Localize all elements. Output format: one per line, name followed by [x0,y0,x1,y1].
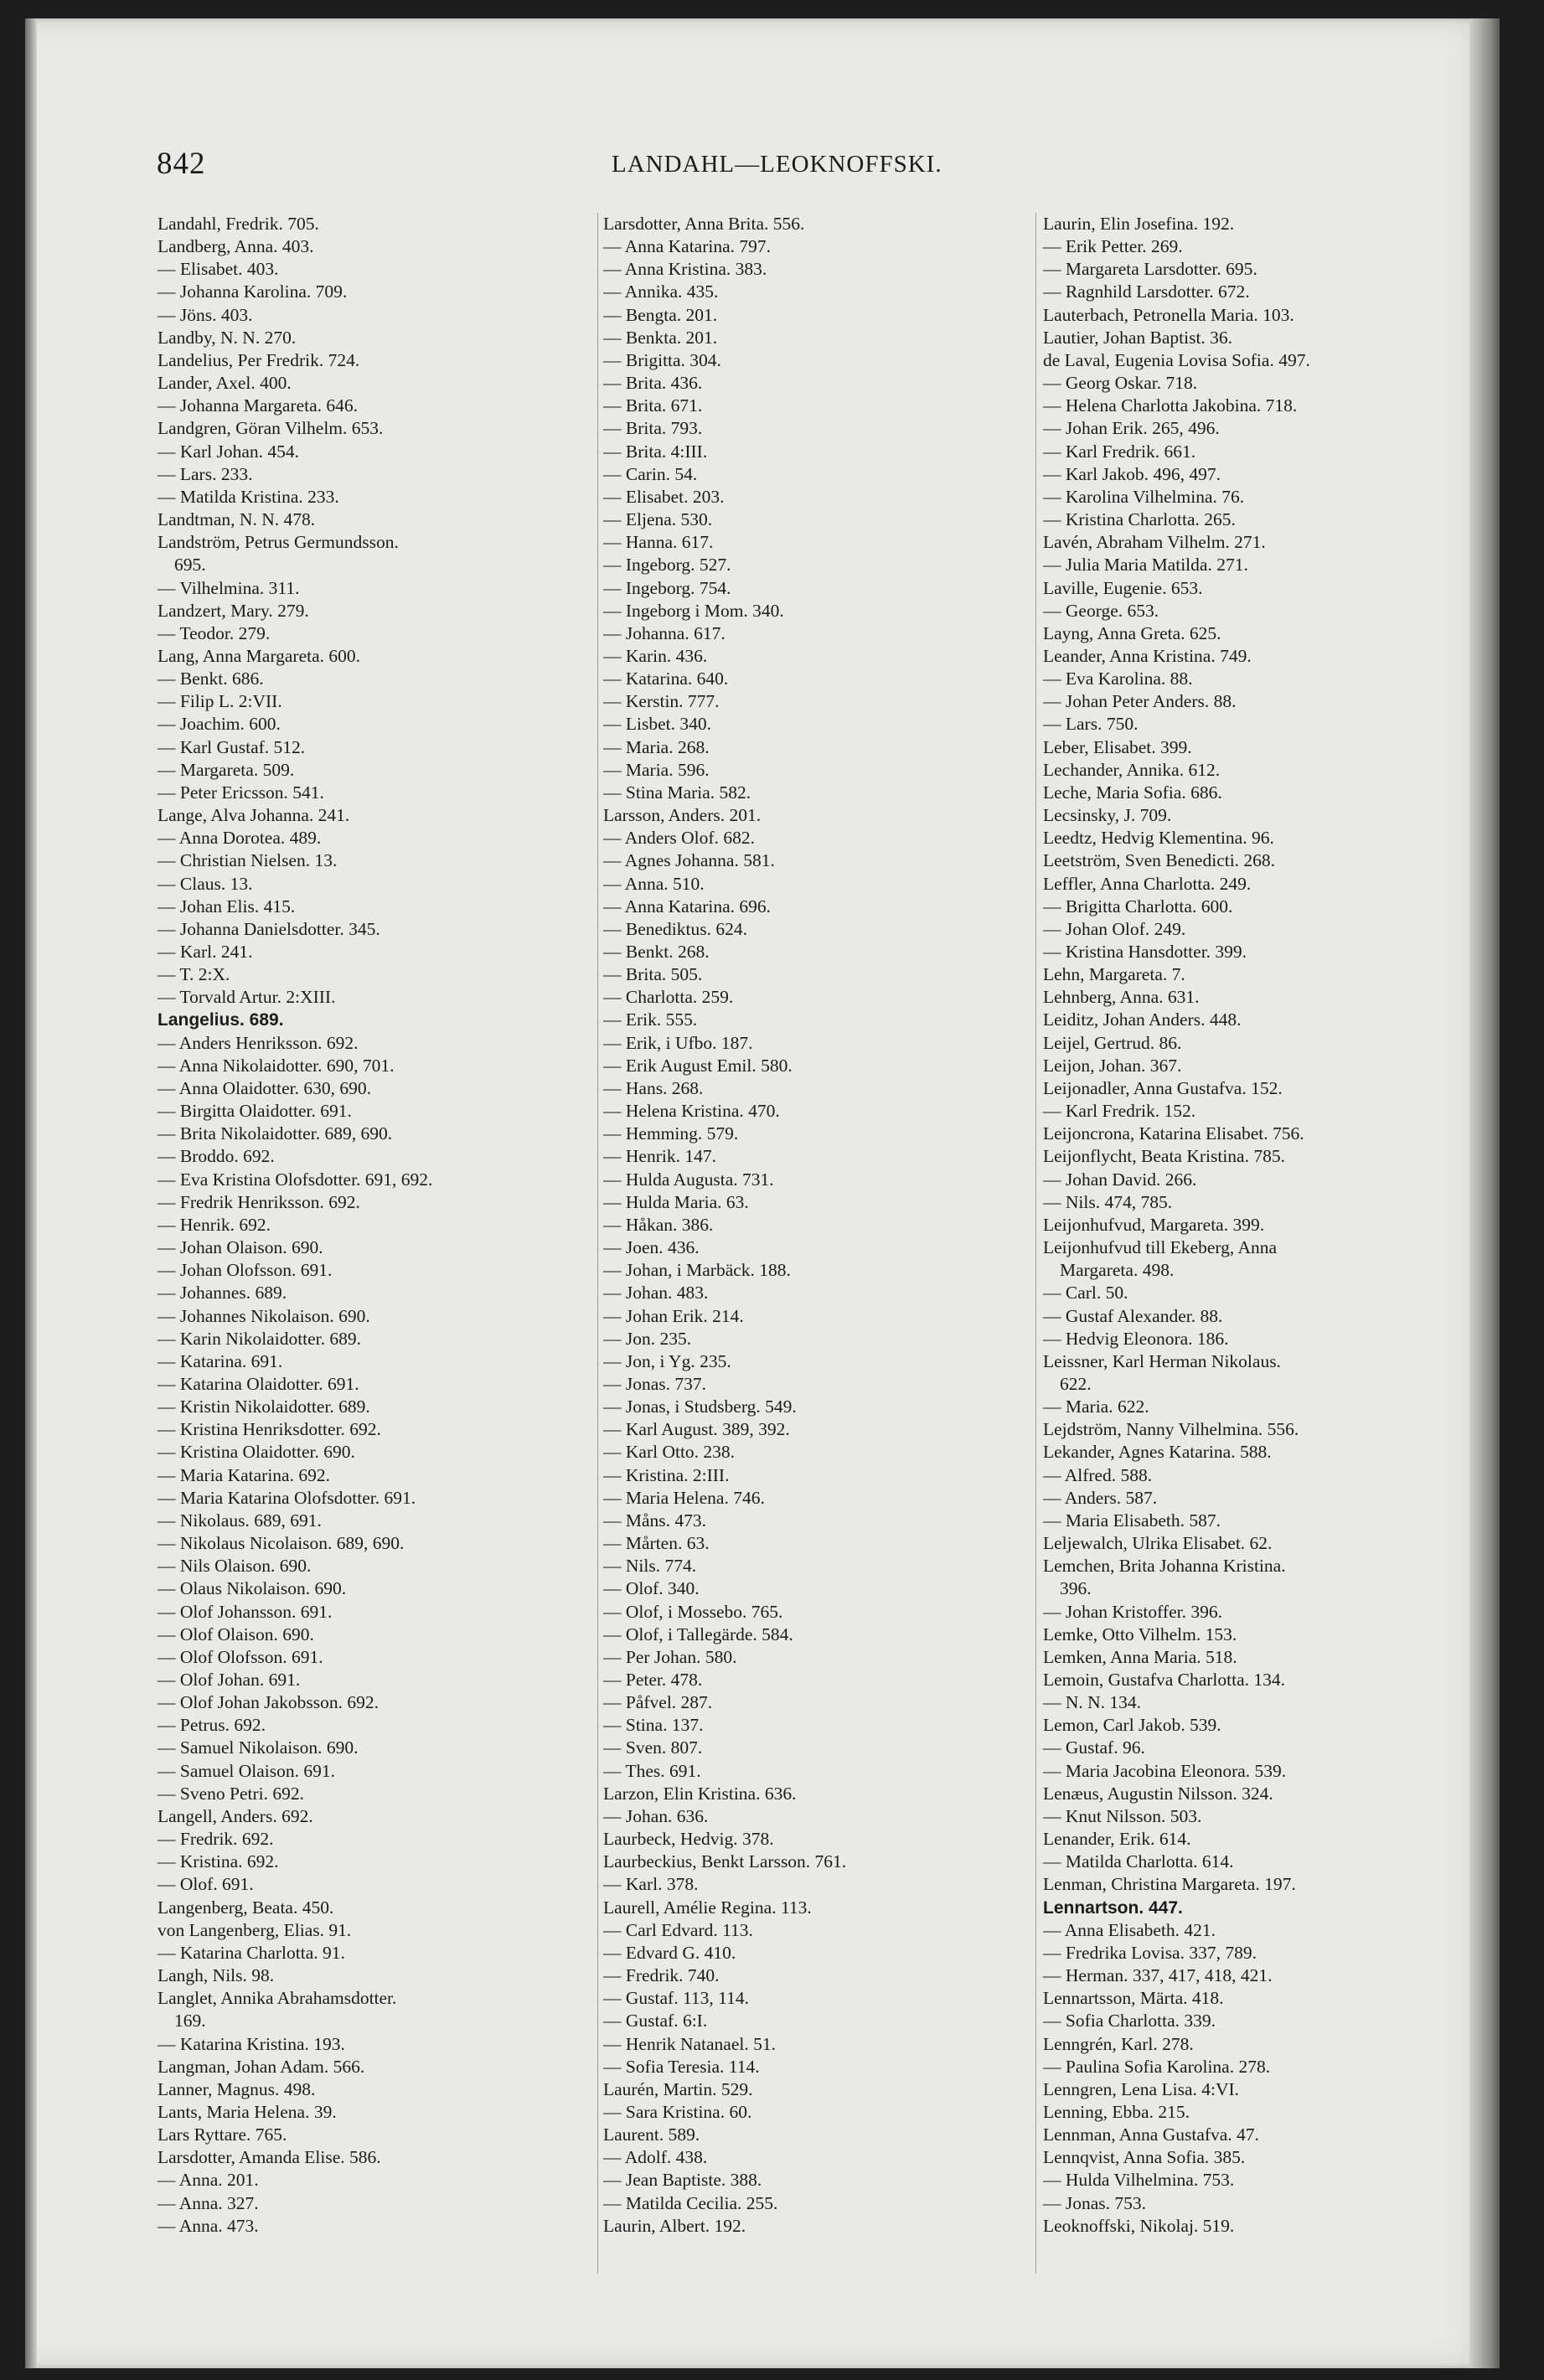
index-entry: — Gustaf. 96. [1043,1737,1145,1758]
index-entry: — Fredrik. 692. [157,1829,274,1850]
index-entry: — Sven. 807. [603,1737,703,1758]
index-entry: — Johan. 636. [603,1805,709,1826]
index-entry: Langenberg, Beata. 450. [157,1897,334,1918]
book-page [25,18,1500,2368]
index-heading-entry: Langelius. 689. [157,1010,284,1030]
index-entry: — Torvald Artur. 2:XIII. [157,987,336,1008]
index-entry: — Lars. 750. [1043,714,1139,735]
index-entry: — Anna Olaidotter. 630, 690. [157,1077,371,1098]
index-entry: — Nikolaus. 689, 691. [157,1510,322,1531]
index-entry: — Bengta. 201. [603,304,718,325]
index-entry: — Katarina Kristina. 193. [157,2033,345,2054]
index-entry: — Benkt. 268. [603,942,710,962]
index-entry: Landberg, Anna. 403. [157,236,314,257]
index-entry: — Carl. 50. [1043,1283,1128,1304]
index-entry: — Nils. 474, 785. [1043,1191,1173,1212]
index-entry: — Benediktus. 624. [603,918,747,939]
index-entry: — Sara Kristina. 60. [603,2101,752,2122]
index-entry: — Paulina Sofia Karolina. 278. [1043,2056,1271,2077]
index-entry: — Anna. 201. [157,2170,259,2191]
index-entry: — Benkta. 201. [603,327,718,348]
index-entry: — Jean Baptiste. 388. [603,2170,762,2191]
index-entry: — Stina. 137. [603,1715,704,1736]
index-entry: Leijon, Johan. 367. [1043,1055,1182,1076]
index-entry: — Henrik. 147. [603,1146,716,1167]
index-entry: — Karolina Vilhelmina. 76. [1043,486,1245,507]
index-entry: — Henrik. 692. [157,1214,271,1235]
index-entry: — Peter. 478. [603,1670,703,1690]
running-title: LANDAHL—LEOKNOFFSKI. [612,151,942,178]
index-entry: — Johanna Karolina. 709. [157,281,348,302]
index-entry: — Agnes Johanna. 581. [603,850,775,871]
index-entry: — Carin. 54. [603,463,698,484]
index-entry: Leijonflycht, Beata Kristina. 785. [1043,1146,1285,1167]
index-entry: — Johannes Nikolaison. 690. [157,1305,370,1326]
index-entry: — Ragnhild Larsdotter. 672. [1043,281,1250,302]
index-entry: Leljewalch, Ulrika Elisabet. 62. [1043,1533,1273,1554]
index-entry: — Anders Henriksson. 692. [157,1032,359,1053]
index-entry: Landelius, Per Fredrik. 724. [157,349,360,370]
index-entry: — Johannes. 689. [157,1283,287,1304]
index-entry: — Henrik Natanael. 51. [603,2033,776,2054]
index-entry: Leffler, Anna Charlotta. 249. [1043,873,1252,894]
index-entry: Lander, Axel. 400. [157,373,292,394]
index-entry: — Filip L. 2:VII. [157,691,282,712]
index-entry: 622. [1060,1373,1092,1394]
index-entry: Lenngrén, Karl. 278. [1043,2033,1194,2054]
index-entry: — Teodor. 279. [157,622,271,643]
index-entry: — Anna. 327. [157,2192,259,2213]
index-entry: Larsson, Anders. 201. [603,805,762,826]
index-entry: — Per Johan. 580. [603,1646,737,1667]
index-entry: — Kristin Nikolaidotter. 689. [157,1397,370,1417]
index-entry: — Sofia Charlotta. 339. [1043,2011,1216,2032]
index-entry: — Karl Jakob. 496, 497. [1043,463,1221,484]
index-entry: Lange, Alva Johanna. 241. [157,805,350,826]
index-entry: — Olof. 340. [603,1578,700,1599]
index-entry: — Fredrik. 740. [603,1965,720,1986]
index-entry: — Helena Charlotta Jakobina. 718. [1043,395,1298,416]
index-entry: — Katarina Olaidotter. 691. [157,1373,359,1394]
index-entry: — Hulda Vilhelmina. 753. [1043,2170,1235,2191]
index-entry: Lang, Anna Margareta. 600. [157,645,361,666]
index-entry: Layng, Anna Greta. 625. [1043,622,1221,643]
index-entry: — Gustaf. 6:I. [603,2011,708,2032]
index-entry: — Carl Edvard. 113. [603,1919,753,1940]
index-entry: — Hedvig Eleonora. 186. [1043,1328,1229,1349]
index-entry: — Brita. 505. [603,964,703,985]
index-entry: — Hanna. 617. [603,532,714,553]
index-entry: — Jonas. 753. [1043,2192,1147,2213]
index-entry: — Karin. 436. [603,645,708,666]
index-entry: — Brita. 671. [603,395,703,416]
index-entry: — Johan. 483. [603,1283,709,1304]
index-entry: Leissner, Karl Herman Nikolaus. [1043,1350,1281,1371]
index-entry: Lenngren, Lena Lisa. 4:VI. [1043,2078,1240,2099]
index-entry: — George. 653. [1043,600,1159,621]
index-entry: Leander, Anna Kristina. 749. [1043,645,1252,666]
index-entry: — Kristina. 2:III. [603,1464,730,1485]
index-entry: — Karl Johan. 454. [157,441,299,462]
index-entry: — Anders. 587. [1043,1487,1158,1508]
index-entry: — Kristina Charlotta. 265. [1043,509,1236,530]
index-entry: Lennqvist, Anna Sofia. 385. [1043,2147,1246,2168]
index-entry: — Margareta Larsdotter. 695. [1043,259,1257,280]
index-entry: — Maria. 622. [1043,1397,1149,1417]
index-entry: — Johan Erik. 265, 496. [1043,418,1220,439]
index-entry: — Edvard G. 410. [603,1942,736,1963]
index-entry: — Joachim. 600. [157,714,281,735]
index-entry: — Matilda Cecilia. 255. [603,2192,778,2213]
index-entry: — Anna Dorotea. 489. [157,828,322,849]
index-entry: de Laval, Eugenia Lovisa Sofia. 497. [1043,349,1310,370]
index-entry: Larsdotter, Anna Brita. 556. [603,214,805,234]
index-entry: von Langenberg, Elias. 91. [157,1919,352,1940]
index-entry: — Olof, i Tallegärde. 584. [603,1624,793,1644]
index-entry: Laurin, Elin Josefina. 192. [1043,214,1235,234]
index-entry: — Kerstin. 777. [603,691,720,712]
index-entry: — Ingeborg i Mom. 340. [603,600,784,621]
index-entry: Lehnberg, Anna. 631. [1043,987,1200,1008]
index-entry: — Olof Olaison. 690. [157,1624,314,1644]
column-divider [1035,213,1036,2274]
index-entry: — Maria Elisabeth. 587. [1043,1510,1221,1531]
index-entry: Leijonhufvud, Margareta. 399. [1043,1214,1265,1235]
index-entry: — Birgitta Olaidotter. 691. [157,1101,352,1122]
index-heading-entry: Lennartson. 447. [1043,1897,1183,1918]
index-entry: — Håkan. 386. [603,1214,714,1235]
index-entry: Laurin, Albert. 192. [603,2215,746,2236]
index-entry: Leijonadler, Anna Gustafva. 152. [1043,1077,1283,1098]
index-entry: Lenman, Christina Margareta. 197. [1043,1874,1296,1895]
index-entry: — Anna Katarina. 797. [603,236,772,257]
index-entry: — Sofia Teresia. 114. [603,2056,760,2077]
index-entry: — Elisabet. 403. [157,259,279,280]
index-entry: — Lisbet. 340. [603,714,711,735]
index-entry: Laurent. 589. [603,2124,700,2145]
index-entry: — Olof. 691. [157,1874,254,1895]
index-entry: Lanner, Magnus. 498. [157,2078,316,2099]
index-entry: Leber, Elisabet. 399. [1043,736,1192,757]
index-entry: — Johanna. 617. [603,622,726,643]
index-entry: Laurbeck, Hedvig. 378. [603,1829,774,1850]
index-entry: — Hans. 268. [603,1077,704,1098]
index-entry: — Peter Ericsson. 541. [157,782,324,803]
index-entry: — Nils Olaison. 690. [157,1556,312,1577]
index-entry: — Stina Maria. 582. [603,782,751,803]
index-entry: — Johan Elis. 415. [157,896,296,916]
index-entry: — Johan Kristoffer. 396. [1043,1601,1222,1622]
index-entry: Landzert, Mary. 279. [157,600,309,621]
index-entry: Landström, Petrus Germundsson. [157,532,399,553]
index-entry: — Anna. 473. [157,2215,259,2236]
index-entry: — Maria Helena. 746. [603,1487,765,1508]
index-entry: — Jon. 235. [603,1328,692,1349]
index-entry: — Olof Johansson. 691. [157,1601,333,1622]
index-entry: — Helena Kristina. 470. [603,1101,780,1122]
index-column-2 [603,213,1056,2238]
index-entry: — Samuel Nikolaison. 690. [157,1737,359,1758]
index-entry: — Kristina Olaidotter. 690. [157,1442,355,1463]
index-entry: — Jonas. 737. [603,1373,707,1394]
index-entry: Landgren, Göran Vilhelm. 653. [157,418,384,439]
index-entry: Lemken, Anna Maria. 518. [1043,1646,1237,1667]
index-entry: — Benkt. 686. [157,669,264,689]
index-entry: Lekander, Agnes Katarina. 588. [1043,1442,1272,1463]
index-entry: — Herman. 337, 417, 418, 421. [1043,1965,1273,1986]
index-entry: — T. 2:X. [157,964,230,985]
index-entry: — Maria. 596. [603,759,710,780]
index-entry: Lars Ryttare. 765. [157,2124,287,2145]
index-entry: Margareta. 498. [1060,1260,1175,1281]
index-entry: — Nikolaus Nicolaison. 689, 690. [157,1533,405,1554]
index-entry: Leiditz, Johan Anders. 448. [1043,1009,1242,1030]
page-header [25,136,1500,186]
index-entry: — Jon, i Yg. 235. [603,1350,731,1371]
index-entry: — Thes. 691. [603,1760,701,1781]
index-entry: — Joen. 436. [603,1237,700,1258]
index-entry: — Maria Katarina. 692. [157,1464,330,1485]
index-entry: Landahl, Fredrik. 705. [157,214,319,234]
index-entry: — Erik Petter. 269. [1043,236,1183,257]
index-entry: — Johan, i Marbäck. 188. [603,1260,791,1281]
index-entry: Langlet, Annika Abrahamsdotter. [157,1988,397,2009]
index-entry: Lemoin, Gustafva Charlotta. 134. [1043,1670,1285,1690]
index-entry: Landtman, N. N. 478. [157,509,316,530]
index-entry: — Julia Maria Matilda. 271. [1043,555,1248,576]
index-entry: Leijonhufvud till Ekeberg, Anna [1043,1237,1278,1258]
index-entry: Lehn, Margareta. 7. [1043,964,1185,985]
index-entry: — Eljena. 530. [603,509,713,530]
index-entry: — Annika. 435. [603,281,719,302]
index-entry: — Maria. 268. [603,736,710,757]
index-entry: — Broddo. 692. [157,1146,275,1167]
index-entry: Leetström, Sven Benedicti. 268. [1043,850,1276,871]
index-entry: — Johan Peter Anders. 88. [1043,691,1237,712]
index-entry: — Brita. 793. [603,418,703,439]
index-entry: — Alfred. 588. [1043,1464,1153,1485]
index-entry: — Ingeborg. 527. [603,555,731,576]
index-entry: Langell, Anders. 692. [157,1805,313,1826]
index-entry: — Jöns. 403. [157,304,253,325]
index-entry: — Matilda Charlotta. 614. [1043,1851,1234,1872]
index-entry: — Brita. 4:III. [603,441,708,462]
index-entry: — Karl. 241. [157,942,253,962]
index-entry: — Karin Nikolaidotter. 689. [157,1328,362,1349]
index-entry: — Hemming. 579. [603,1123,739,1144]
index-entry: — Claus. 13. [157,873,253,894]
index-entry: — Fredrika Lovisa. 337, 789. [1043,1942,1257,1963]
index-entry: — Jonas, i Studsberg. 549. [603,1397,797,1417]
index-entry: — N. N. 134. [1043,1692,1142,1713]
index-entry: — Anna Elisabeth. 421. [1043,1919,1216,1940]
index-entry: Langman, Johan Adam. 566. [157,2056,365,2077]
index-entry: — Johan Olof. 249. [1043,918,1186,939]
index-entry: — Anna Kristina. 383. [603,259,767,280]
index-entry: — Anna Katarina. 696. [603,896,772,916]
index-entry: — Johanna Margareta. 646. [157,395,359,416]
index-entry: — Petrus. 692. [157,1715,266,1736]
index-entry: Lennartsson, Märta. 418. [1043,1988,1224,2009]
index-entry: — Maria Katarina Olofsdotter. 691. [157,1487,416,1508]
index-entry: — Christian Nielsen. 13. [157,850,338,871]
index-entry: Larsdotter, Amanda Elise. 586. [157,2147,381,2168]
index-entry: — Olof Johan Jakobsson. 692. [157,1692,379,1713]
index-entry: Leedtz, Hedvig Klementina. 96. [1043,828,1274,849]
index-entry: Laurén, Martin. 529. [603,2078,753,2099]
index-entry: — Elisabet. 203. [603,486,725,507]
index-entry: — Gustaf Alexander. 88. [1043,1305,1223,1326]
index-entry: — Nils. 774. [603,1556,697,1577]
index-entry: — Lars. 233. [157,463,253,484]
index-entry: Lauterbach, Petronella Maria. 103. [1043,304,1294,325]
index-entry: — Kristina. 692. [157,1851,279,1872]
index-entry: — Maria Jacobina Eleonora. 539. [1043,1760,1287,1781]
index-entry: — Sveno Petri. 692. [157,1783,304,1804]
index-entry: Landby, N. N. 270. [157,327,297,348]
index-entry: Lecsinsky, J. 709. [1043,805,1172,826]
index-entry: — Fredrik Henriksson. 692. [157,1191,360,1212]
index-entry: — Erik, i Ufbo. 187. [603,1032,753,1053]
index-entry: Lejdström, Nanny Vilhelmina. 556. [1043,1419,1299,1440]
index-entry: — Ingeborg. 754. [603,577,731,598]
index-entry: — Karl Otto. 238. [603,1442,736,1463]
index-entry: 169. [174,2011,206,2032]
index-entry: — Kristina Henriksdotter. 692. [157,1419,381,1440]
index-entry: — Karl Gustaf. 512. [157,736,306,757]
index-column-3 [1043,213,1495,2238]
index-entry: — Samuel Olaison. 691. [157,1760,335,1781]
index-entry: — Georg Oskar. 718. [1043,373,1198,394]
index-entry: — Mårten. 63. [603,1533,710,1554]
index-entry: Leijel, Gertrud. 86. [1043,1032,1182,1053]
index-entry: — Johan Erik. 214. [603,1305,744,1326]
index-entry: — Olaus Nikolaison. 690. [157,1578,347,1599]
index-entry: — Olof, i Mossebo. 765. [603,1601,783,1622]
index-entry: — Hulda Augusta. 731. [603,1169,774,1190]
index-entry: Leijoncrona, Katarina Elisabet. 756. [1043,1123,1304,1144]
index-entry: Lechander, Annika. 612. [1043,759,1221,780]
index-entry: — Vilhelmina. 311. [157,577,300,598]
index-entry: Lemke, Otto Vilhelm. 153. [1043,1624,1237,1644]
index-entry: — Karl Fredrik. 152. [1043,1101,1196,1122]
index-entry: — Karl August. 389, 392. [603,1419,790,1440]
index-entry: — Påfvel. 287. [603,1692,713,1713]
index-entry: Langh, Nils. 98. [157,1965,275,1986]
index-entry: — Erik August Emil. 580. [603,1055,793,1076]
index-entry: — Brigitta. 304. [603,349,721,370]
index-entry: — Måns. 473. [603,1510,707,1531]
index-entry: 695. [174,555,206,576]
index-entry: 396. [1060,1578,1092,1599]
index-entry: Lavén, Abraham Vilhelm. 271. [1043,532,1266,553]
index-entry: Leche, Maria Sofia. 686. [1043,782,1222,803]
index-entry: — Katarina. 640. [603,669,729,689]
index-entry: — Anna. 510. [603,873,705,894]
index-entry: Lenæus, Augustin Nilsson. 324. [1043,1783,1273,1804]
index-entry: — Eva Kristina Olofsdotter. 691, 692. [157,1169,433,1190]
column-divider [597,213,598,2274]
index-entry: — Katarina. 691. [157,1350,283,1371]
index-entry: — Johanna Danielsdotter. 345. [157,918,380,939]
index-entry: — Johan Olaison. 690. [157,1237,323,1258]
index-entry: — Anders Olof. 682. [603,828,755,849]
index-entry: — Johan David. 266. [1043,1169,1197,1190]
index-entry: Laurell, Amélie Regina. 113. [603,1897,812,1918]
index-entry: — Katarina Charlotta. 91. [157,1942,345,1963]
index-entry: — Karl Fredrik. 661. [1043,441,1196,462]
index-entry: — Brigitta Charlotta. 600. [1043,896,1233,916]
index-entry: — Hulda Maria. 63. [603,1191,749,1212]
index-column-1 [157,213,610,2238]
page-number: 842 [157,147,206,181]
index-entry: — Karl. 378. [603,1874,699,1895]
index-entry: — Gustaf. 113, 114. [603,1988,749,2009]
index-entry: Laurbeckius, Benkt Larsson. 761. [603,1851,847,1872]
index-entry: Larzon, Elin Kristina. 636. [603,1783,797,1804]
index-entry: — Brita Nikolaidotter. 689, 690. [157,1123,393,1144]
index-entry: — Brita. 436. [603,373,703,394]
index-entry: Lenning, Ebba. 215. [1043,2101,1190,2122]
index-entry: — Kristina Hansdotter. 399. [1043,942,1247,962]
index-entry: — Margareta. 509. [157,759,295,780]
index-entry: Lants, Maria Helena. 39. [157,2101,337,2122]
index-entry: — Erik. 555. [603,1009,698,1030]
index-entry: — Eva Karolina. 88. [1043,669,1193,689]
index-entry: Lennman, Anna Gustafva. 47. [1043,2124,1259,2145]
index-entry: — Olof Olofsson. 691. [157,1646,323,1667]
index-entry: — Adolf. 438. [603,2147,708,2168]
index-entry: — Anna Nikolaidotter. 690, 701. [157,1055,395,1076]
page-left-edge-shadow [25,18,37,2368]
index-entry: Leoknoffski, Nikolaj. 519. [1043,2215,1235,2236]
index-entry: — Johan Olofsson. 691. [157,1260,333,1281]
index-entry: Lemon, Carl Jakob. 539. [1043,1715,1221,1736]
index-entry: Lenander, Erik. 614. [1043,1829,1191,1850]
index-entry: Lautier, Johan Baptist. 36. [1043,327,1233,348]
index-entry: Laville, Eugenie. 653. [1043,577,1203,598]
index-entry: — Knut Nilsson. 503. [1043,1805,1202,1826]
index-entry: — Matilda Kristina. 233. [157,486,339,507]
index-entry: — Olof Johan. 691. [157,1670,301,1690]
index-entry: Lemchen, Brita Johanna Kristina. [1043,1556,1286,1577]
index-entry: — Charlotta. 259. [603,987,734,1008]
